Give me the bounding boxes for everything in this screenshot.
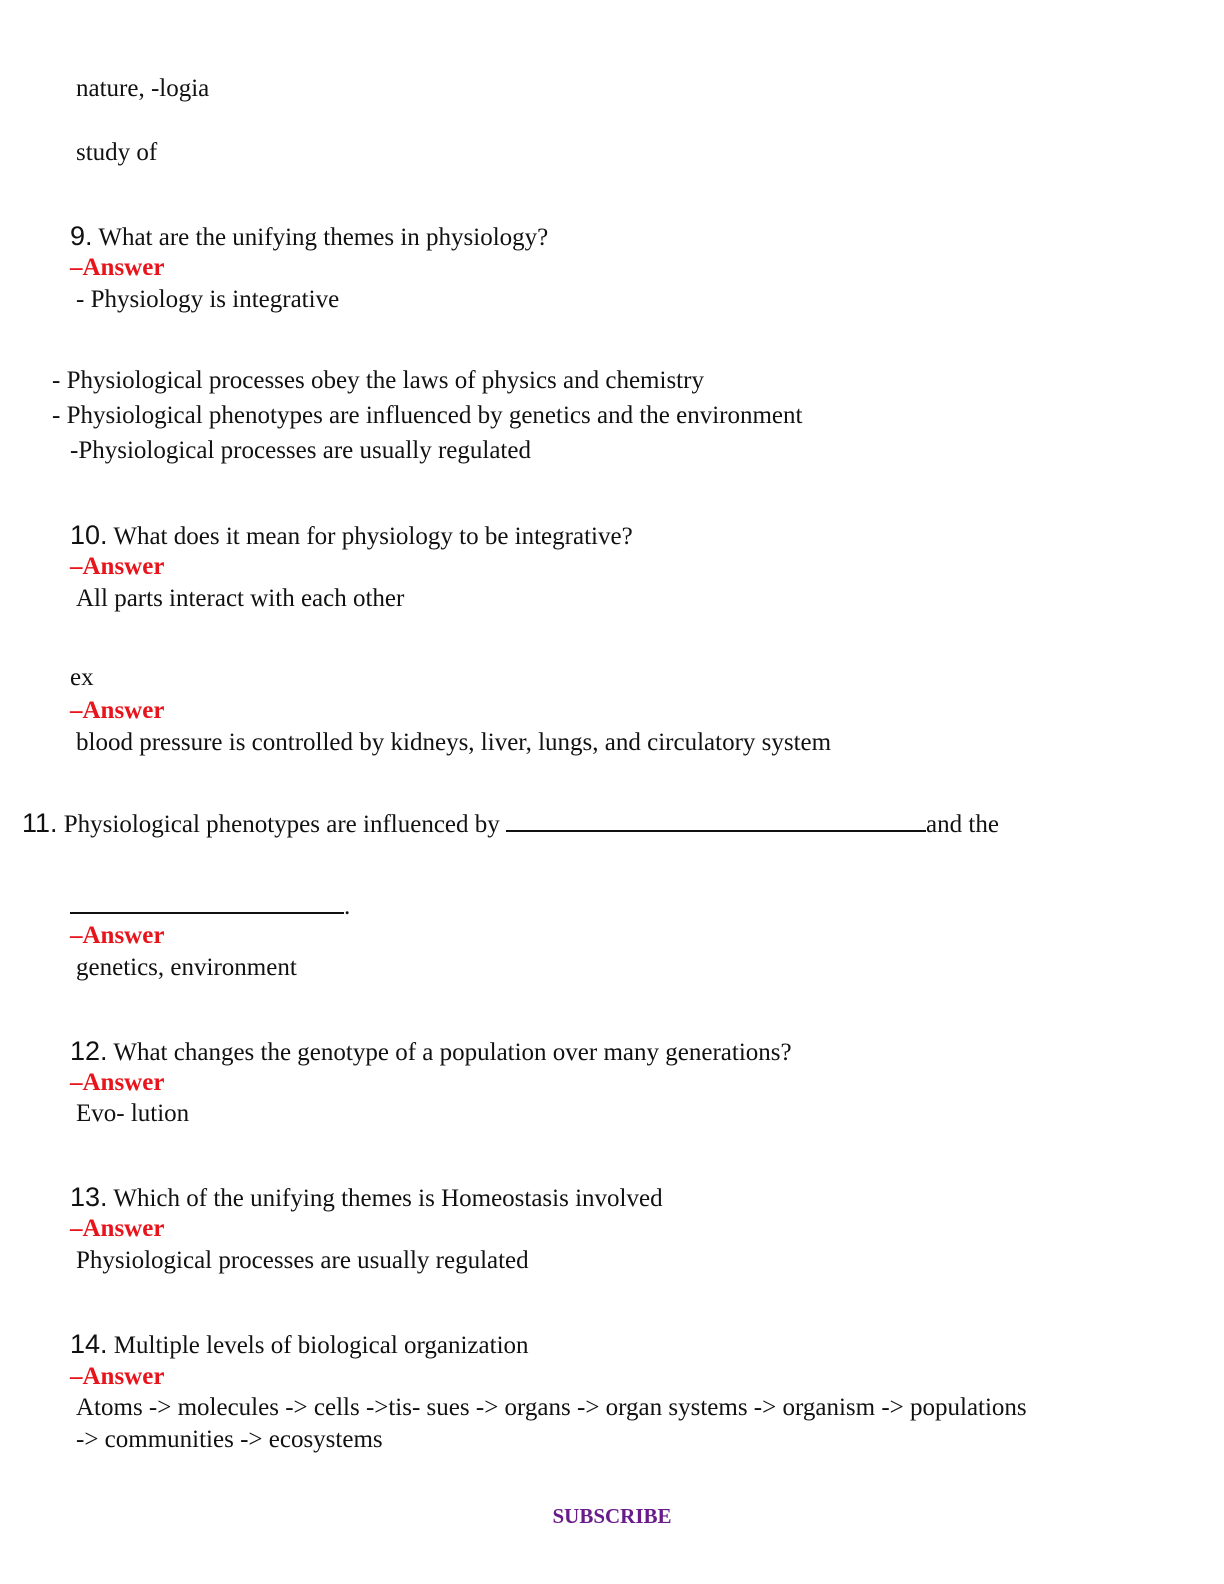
question-11-continued [70, 892, 350, 922]
question-text: What changes the genotype of a population over many generations? [113, 1039, 792, 1066]
answer-label: –Answer [70, 1215, 165, 1242]
question-text: and the [926, 811, 999, 838]
question-number: 14. [70, 1329, 108, 1359]
question-12 [70, 1036, 792, 1068]
answer-text: All parts interact with each other [76, 585, 405, 612]
question-number: 12. [70, 1036, 108, 1066]
answer-label: –Answer [70, 254, 165, 281]
question-14 [70, 1329, 529, 1361]
question-text: Multiple levels of biological organization [113, 1332, 529, 1359]
question-number: 11. [22, 808, 58, 838]
question-text: . [344, 893, 351, 920]
answer-text: Evo- lution [76, 1100, 190, 1127]
question-text: Physiological phenotypes are influenced by [63, 811, 500, 838]
answer-label: –Answer [70, 922, 165, 949]
answer-text: - Physiological phenotypes are influenced by genetics and the environment [52, 402, 803, 429]
question-number: 9. [70, 221, 93, 251]
answer-text: - Physiological processes obey the laws of physics and chemistry [52, 367, 704, 394]
answer-text: Physiological processes are usually regulated [76, 1247, 529, 1274]
question-number: 10. [70, 520, 108, 550]
fill-in-blank [506, 810, 926, 832]
intro-line-1: nature, -logia [76, 75, 210, 102]
question-text: What are the unifying themes in physiology? [98, 224, 549, 251]
question-number: 13. [70, 1182, 108, 1212]
question-9 [70, 221, 548, 253]
intro-line-2: study of [76, 139, 158, 166]
fill-in-blank [70, 892, 344, 914]
question-11 [22, 808, 999, 840]
answer-text: - Physiology is integrative [76, 286, 340, 313]
question-13 [70, 1182, 663, 1214]
question-text: Which of the unifying themes is Homeostasis involved [113, 1185, 663, 1212]
subscribe-link[interactable]: SUBSCRIBE [552, 1504, 672, 1528]
answer-text: -Physiological processes are usually regulated [70, 437, 531, 464]
answer-text: Atoms -> molecules -> cells ->tis- sues -> organs -> organ systems -> organism -> populations [76, 1394, 1027, 1421]
answer-label: –Answer [70, 1069, 165, 1096]
answer-text: -> communities -> ecosystems [76, 1426, 383, 1453]
answer-label: –Answer [70, 697, 165, 724]
question-10 [70, 520, 633, 552]
answer-text: genetics, environment [76, 954, 297, 981]
answer-label: –Answer [70, 1363, 165, 1390]
answer-text: blood pressure is controlled by kidneys, liver, lungs, and circulatory system [76, 729, 832, 756]
example-label: ex [70, 664, 94, 691]
answer-label: –Answer [70, 553, 165, 580]
question-text: What does it mean for physiology to be integrative? [113, 523, 633, 550]
